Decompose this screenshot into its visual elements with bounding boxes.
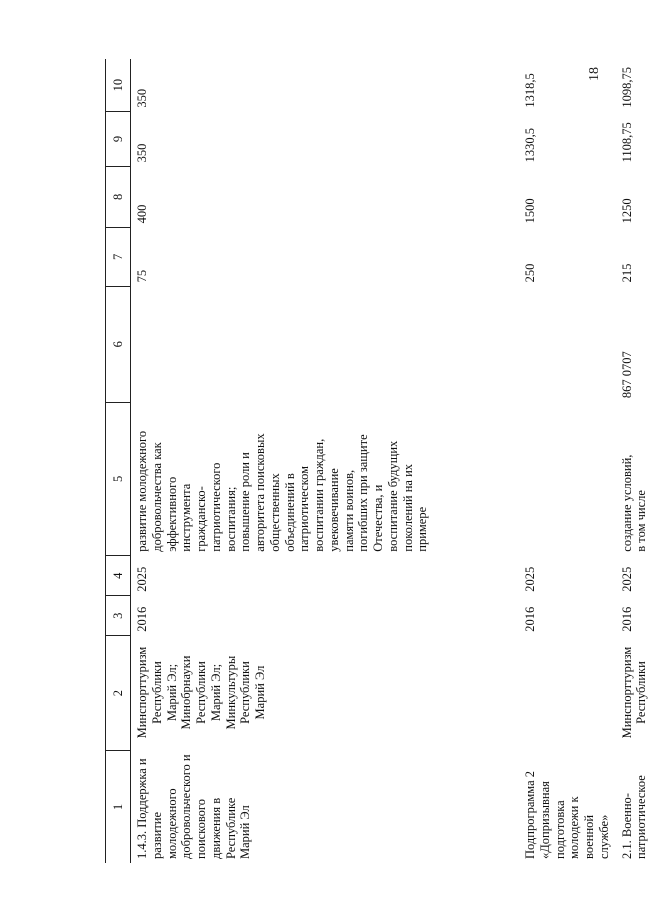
page-number: 18 xyxy=(587,67,602,81)
column-header: 6 xyxy=(106,286,131,402)
value-cell: 350 xyxy=(135,88,149,108)
column-header: 4 xyxy=(106,556,131,596)
header-row xyxy=(106,59,131,863)
value-cell: 1108,75 xyxy=(619,122,634,163)
measure-name-cell: Подпрограмма 2 «Допризывная подготовка молодежи к военной службе» xyxy=(523,770,611,859)
value-cell: 250 xyxy=(523,263,537,283)
column-header: 8 xyxy=(106,166,131,227)
value-cell: 1250 xyxy=(619,198,634,224)
column-header: 9 xyxy=(106,112,131,167)
value-cell: 215 xyxy=(619,263,634,283)
expected-result-cell xyxy=(519,402,616,556)
column-header: 1 xyxy=(106,750,131,863)
value-cell: 400 xyxy=(135,204,149,224)
end-year-cell: 2025 xyxy=(523,566,537,592)
start-year-cell: 2016 xyxy=(523,606,537,632)
column-header: 3 xyxy=(106,596,131,636)
table-row xyxy=(519,59,616,863)
column-header: 10 xyxy=(106,59,131,112)
executor-cell: Минспорттуризм Республики xyxy=(619,646,649,739)
expected-result-cell: развитие молодежного добровольчества как эффективного инструмента гражданско- патриотического воспитания; повышение роли и авторитета поисковых общественных объединений в патриотическом воспитании граждан, увековечивание памяти воинов, погибших при защите Отечества, и воспитание будущих поколений на их примере xyxy=(135,430,430,552)
value-cell: 350 xyxy=(135,143,149,163)
end-year-cell: 2025 xyxy=(619,566,634,592)
expected-result-cell: создание условий, в том числе xyxy=(619,454,649,552)
table-row xyxy=(616,59,660,863)
table-container xyxy=(105,59,649,863)
column-header: 2 xyxy=(106,636,131,751)
measure-name-cell: 1.4.3. Поддержка и развитие молодежного добровольческого и поискового движения в Республике Марий Эл xyxy=(135,754,253,859)
value-cell: 1500 xyxy=(523,198,537,224)
column-header: 7 xyxy=(106,227,131,286)
executor-cell xyxy=(519,636,616,751)
end-year-cell: 2025 xyxy=(135,566,149,592)
code-cell: 867 0707 xyxy=(619,351,634,399)
code-cell xyxy=(131,286,520,402)
measure-name-cell: 2.1. Военно- патриотическое xyxy=(619,775,649,859)
program-table xyxy=(105,59,660,863)
value-cell: 1098,75 xyxy=(619,67,634,108)
start-year-cell: 2016 xyxy=(619,606,634,632)
column-header: 5 xyxy=(106,402,131,556)
value-cell: 75 xyxy=(135,269,149,283)
executor-cell: Минспорттуризм Республики Марий Эл; Минобрнауки Республики Марий Эл; Минкультуры Республики Марий Эл xyxy=(135,646,267,739)
code-cell xyxy=(519,286,616,402)
table-row xyxy=(131,59,520,863)
value-cell: 1318,5 xyxy=(523,73,537,108)
start-year-cell: 2016 xyxy=(135,606,149,632)
value-cell: 1330,5 xyxy=(523,128,537,163)
